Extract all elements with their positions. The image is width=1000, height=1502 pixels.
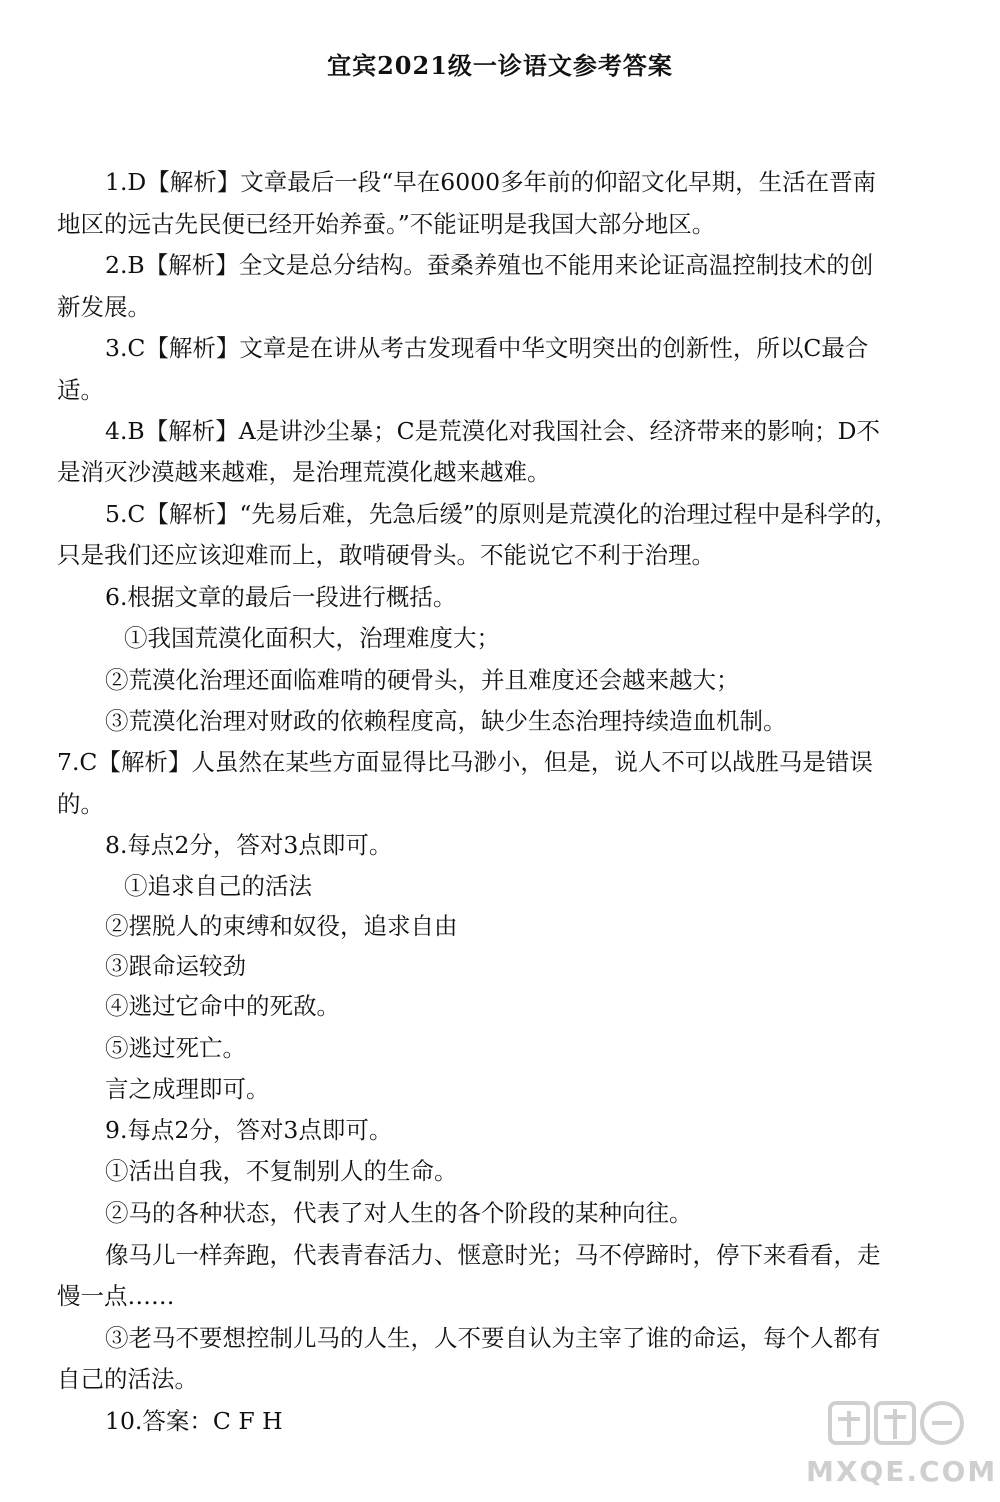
text-line: 自己的活法。: [57, 1365, 198, 1393]
text-line: 地区的远古先民便已经开始养蚕。”不能证明是我国大部分地区。: [57, 210, 716, 238]
text-line: ①我国荒漠化面积大，治理难度大；: [124, 624, 500, 652]
text-line: 4.B【解析】A是讲沙尘暴；C是荒漠化对我国社会、经济带来的影响；D不: [105, 417, 880, 445]
text-line: ③老马不要想控制儿马的人生，人不要自认为主宰了谁的命运，每个人都有: [105, 1324, 881, 1352]
text-line: ③荒漠化治理对财政的依赖程度高，缺少生态治理持续造血机制。: [105, 707, 787, 735]
text-line: 10.答案：C F H: [105, 1407, 283, 1435]
watermark-logo-icon: [826, 1399, 966, 1451]
text-line: ②荒漠化治理还面临难啃的硬骨头，并且难度还会越来越大；: [105, 666, 740, 694]
text-line: ①追求自己的活法: [124, 872, 312, 900]
text-line: 3.C【解析】文章是在讲从考古发现看中华文明突出的创新性，所以C最合: [105, 334, 869, 362]
text-line: 新发展。: [57, 293, 151, 321]
text-line: ④逃过它命中的死敌。: [105, 992, 340, 1020]
text-line: 6.根据文章的最后一段进行概括。: [105, 583, 457, 611]
text-line: 言之成理即可。: [105, 1075, 270, 1103]
text-line: ②马的各种状态，代表了对人生的各个阶段的某种向往。: [105, 1199, 693, 1227]
text-line: 适。: [57, 376, 104, 404]
text-line: 2.B【解析】全文是总分结构。蚕桑养殖也不能用来论证高温控制技术的创: [105, 251, 874, 279]
text-line: ①活出自我，不复制别人的生命。: [105, 1157, 458, 1185]
text-line: 5.C【解析】“先易后难，先急后缓”的原则是荒漠化的治理过程中是科学的，: [105, 500, 898, 528]
text-line: ③跟命运较劲: [105, 952, 246, 980]
page-title: 宜宾2021级一诊语文参考答案: [327, 51, 673, 80]
text-line: 9.每点2分，答对3点即可。: [105, 1116, 393, 1144]
text-line: 的。: [57, 790, 104, 818]
text-line: 1.D【解析】文章最后一段“早在6000多年前的仰韶文化早期，生活在晋南: [105, 168, 877, 196]
text-line: ⑤逃过死亡。: [105, 1034, 246, 1062]
site-watermark: [806, 1397, 998, 1492]
text-line: 是消灭沙漠越来越难，是治理荒漠化越来越难。: [57, 458, 551, 486]
text-line: 只是我们还应该迎难而上，敢啃硬骨头。不能说它不利于治理。: [57, 541, 715, 569]
text-line: ②摆脱人的束缚和奴役，追求自由: [105, 912, 458, 940]
text-line: 像马儿一样奔跑，代表青春活力、惬意时光；马不停蹄时，停下来看看，走: [105, 1241, 881, 1269]
text-line: 慢一点……: [57, 1282, 175, 1310]
text-line: 7.C【解析】人虽然在某些方面显得比马渺小，但是，说人不可以战胜马是错误: [57, 748, 873, 776]
watermark-text: MXQE.COM: [806, 1455, 998, 1488]
text-line: 8.每点2分，答对3点即可。: [105, 831, 393, 859]
